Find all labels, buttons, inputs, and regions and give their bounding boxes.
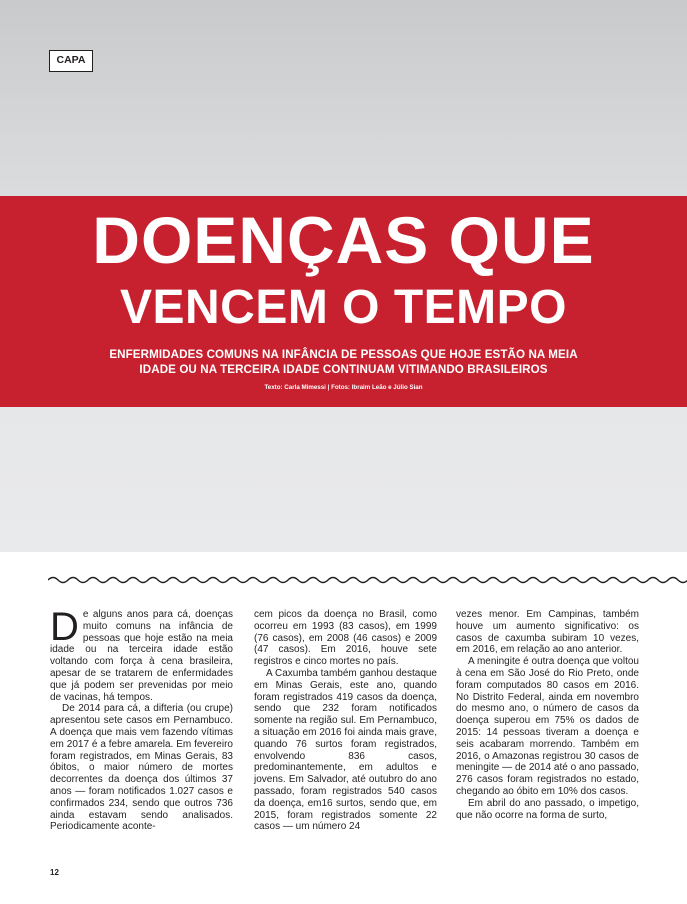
dropcap-letter: D — [50, 605, 79, 649]
headline-line-1: DOENÇAS QUE — [92, 203, 595, 277]
page-number: 12 — [50, 868, 59, 877]
article-paragraph: vezes menor. Em Campinas, também houve um aumento significativo: os casos de caxumba subiram 10 vezes, em 2016, em relação ao ano anterior. — [456, 609, 639, 656]
article-column-3 — [456, 609, 639, 821]
byline-credits: Texto: Carla Mimessi | Fotos: Ibraim Leão e Júlio Sian — [264, 384, 423, 391]
subheadline: ENFERMIDADES COMUNS NA INFÂNCIA DE PESSOAS QUE HOJE ESTÃO NA MEIA IDADE OU NA TERCEIRA IDADE CONTINUAM VITIMANDO BRASILEIROS — [109, 348, 578, 376]
paragraph-text: e alguns anos para cá, doenças muito comuns na infância de pessoas que hoje estão na meia idade ou na terceira idade estão voltando com força à cena brasileira, apesar de se tratarem de enfermidades que já podem ser prevenidas por meio de vacinas, há tempos. — [50, 609, 233, 703]
section-tag: CAPA — [49, 50, 93, 72]
article-paragraph: A Caxumba também ganhou destaque em Minas Gerais, este ano, quando foram registrados 419 casos da doença, sendo que 232 foram notificados somente na região sul. Em Pernambuco, a situação em 2016 foi ainda mais grave, quando 76 surtos foram registrados, envolvendo 836 casos, predominantemente, em adultos e jovens. Em Salvador, até outubro do ano passado, foram registrados 540 casos da doença, em16 surtos, sendo que, em 2015, foram registrados somente 22 casos — um número 24 — [254, 667, 437, 833]
article-paragraph — [50, 605, 233, 703]
article-column-2 — [254, 609, 437, 833]
headline-line-2: VENCEM O TEMPO — [119, 281, 568, 334]
wavy-divider-icon — [48, 574, 687, 586]
article-column-1 — [50, 605, 233, 833]
article-paragraph: Em abril do ano passado, o impetigo, que não ocorre na forma de surto, — [456, 797, 639, 821]
article-paragraph: cem picos da doença no Brasil, como ocorreu em 1993 (83 casos), em 1999 (76 casos), em 2008 (46 casos) e 2009 (47 casos). Em 2016, houve sete registros e cinco mortes no país. — [254, 609, 437, 668]
article-paragraph: De 2014 para cá, a difteria (ou crupe) apresentou sete casos em Pernambuco. A doença que mais vem fazendo vítimas em 2017 é a febre amarela. Em fevereiro foram registrados, em Minas Gerais, 83 óbitos, o maior número de mortes decorrentes da doença dos últimos 37 anos — foram notificados 1.027 casos e confirmados 234, sendo que outros 736 ainda estavam sendo analisados. Periodicamente aconte- — [50, 703, 233, 833]
article-paragraph: A meningite é outra doença que voltou à cena em São José do Rio Preto, onde foram computados 80 casos em 2016. No Distrito Federal, ainda em novembro do mesmo ano, o número de casos da doença superou em 75% os dados de 2015: 14 pessoas tiveram a doença e seis acabaram morrendo. Também em 2016, o Amazonas registrou 30 casos de meningite — de 2014 até o ano passado, 276 casos foram registrados no estado, chegando ao óbito em 10% dos casos. — [456, 656, 639, 797]
title-banner — [0, 196, 687, 407]
